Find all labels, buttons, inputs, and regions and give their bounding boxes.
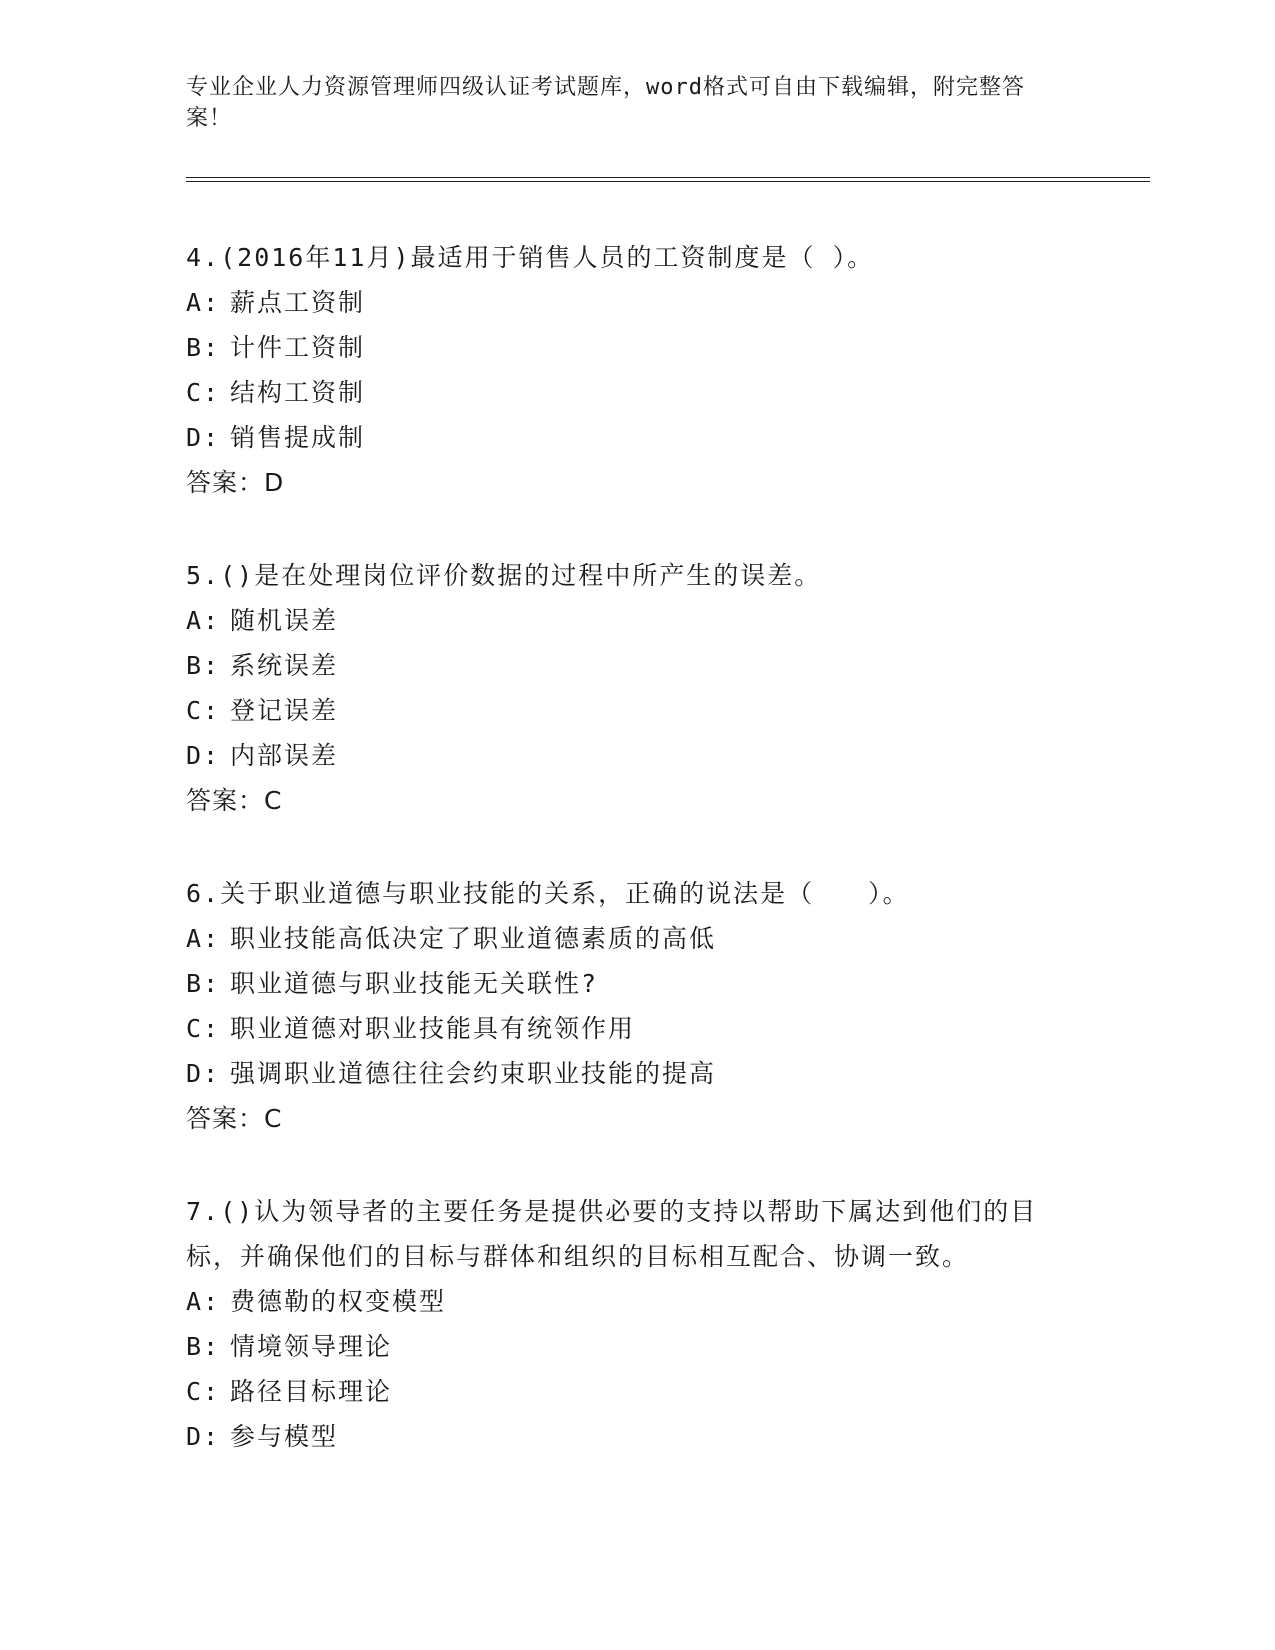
option-letter: C:: [186, 1014, 221, 1043]
option-text: 系统误差: [230, 651, 339, 680]
option-a: [186, 916, 1086, 961]
option-d: [186, 1414, 1086, 1459]
option-text: 随机误差: [230, 606, 339, 635]
option-b: [186, 643, 1086, 688]
option-letter: D:: [186, 741, 221, 770]
question-text: 4.(2016年11月)最适用于销售人员的工资制度是（ ）。: [186, 243, 875, 272]
option-text: 职业道德与职业技能无关联性?: [230, 969, 599, 998]
option-b: [186, 325, 1086, 370]
header-divider: [186, 177, 1150, 182]
option-letter: A:: [186, 1287, 221, 1316]
option-text: 薪点工资制: [230, 288, 366, 317]
question-6: [186, 871, 1086, 1141]
option-letter: B:: [186, 1332, 221, 1361]
question-4: [186, 235, 1086, 505]
option-letter: C:: [186, 1377, 221, 1406]
question-text: 6.关于职业道德与职业技能的关系，正确的说法是（ ）。: [186, 879, 910, 908]
page-header: 专业企业人力资源管理师四级认证考试题库，word格式可自由下载编辑，附完整答案！: [186, 75, 1025, 131]
option-c: [186, 688, 1086, 733]
question-7: [186, 1189, 1086, 1459]
option-letter: A:: [186, 288, 221, 317]
option-b: [186, 1324, 1086, 1369]
option-b: [186, 961, 1086, 1006]
option-letter: B:: [186, 333, 221, 362]
option-text: 结构工资制: [230, 378, 366, 407]
option-text: 参与模型: [230, 1422, 339, 1451]
option-text: 路径目标理论: [230, 1377, 393, 1406]
answer: 答案：C: [186, 786, 283, 815]
option-text: 职业道德对职业技能具有统领作用: [230, 1014, 636, 1043]
option-d: [186, 1051, 1086, 1096]
option-a: [186, 280, 1086, 325]
answer: 答案：C: [186, 1104, 283, 1133]
option-text: 计件工资制: [230, 333, 366, 362]
question-5: [186, 553, 1086, 823]
option-text: 强调职业道德往往会约束职业技能的提高: [230, 1059, 717, 1088]
option-letter: B:: [186, 651, 221, 680]
option-letter: D:: [186, 423, 221, 452]
option-c: [186, 1006, 1086, 1051]
option-text: 登记误差: [230, 696, 339, 725]
option-text: 职业技能高低决定了职业道德素质的高低: [230, 924, 717, 953]
option-c: [186, 370, 1086, 415]
option-c: [186, 1369, 1086, 1414]
option-text: 销售提成制: [230, 423, 366, 452]
option-letter: A:: [186, 924, 221, 953]
option-a: [186, 598, 1086, 643]
option-letter: D:: [186, 1422, 221, 1451]
option-letter: B:: [186, 969, 221, 998]
question-text: 7.()认为领导者的主要任务是提供必要的支持以帮助下属达到他们的目标，并确保他们的目标与群体和组织的目标相互配合、协调一致。: [186, 1197, 1038, 1271]
answer: 答案：D: [186, 468, 285, 497]
option-letter: A:: [186, 606, 221, 635]
option-a: [186, 1279, 1086, 1324]
option-d: [186, 415, 1086, 460]
option-text: 情境领导理论: [230, 1332, 393, 1361]
option-d: [186, 733, 1086, 778]
option-letter: C:: [186, 378, 221, 407]
option-text: 费德勒的权变模型: [230, 1287, 447, 1316]
option-letter: D:: [186, 1059, 221, 1088]
option-text: 内部误差: [230, 741, 339, 770]
question-text: 5.()是在处理岗位评价数据的过程中所产生的误差。: [186, 561, 822, 590]
option-letter: C:: [186, 696, 221, 725]
